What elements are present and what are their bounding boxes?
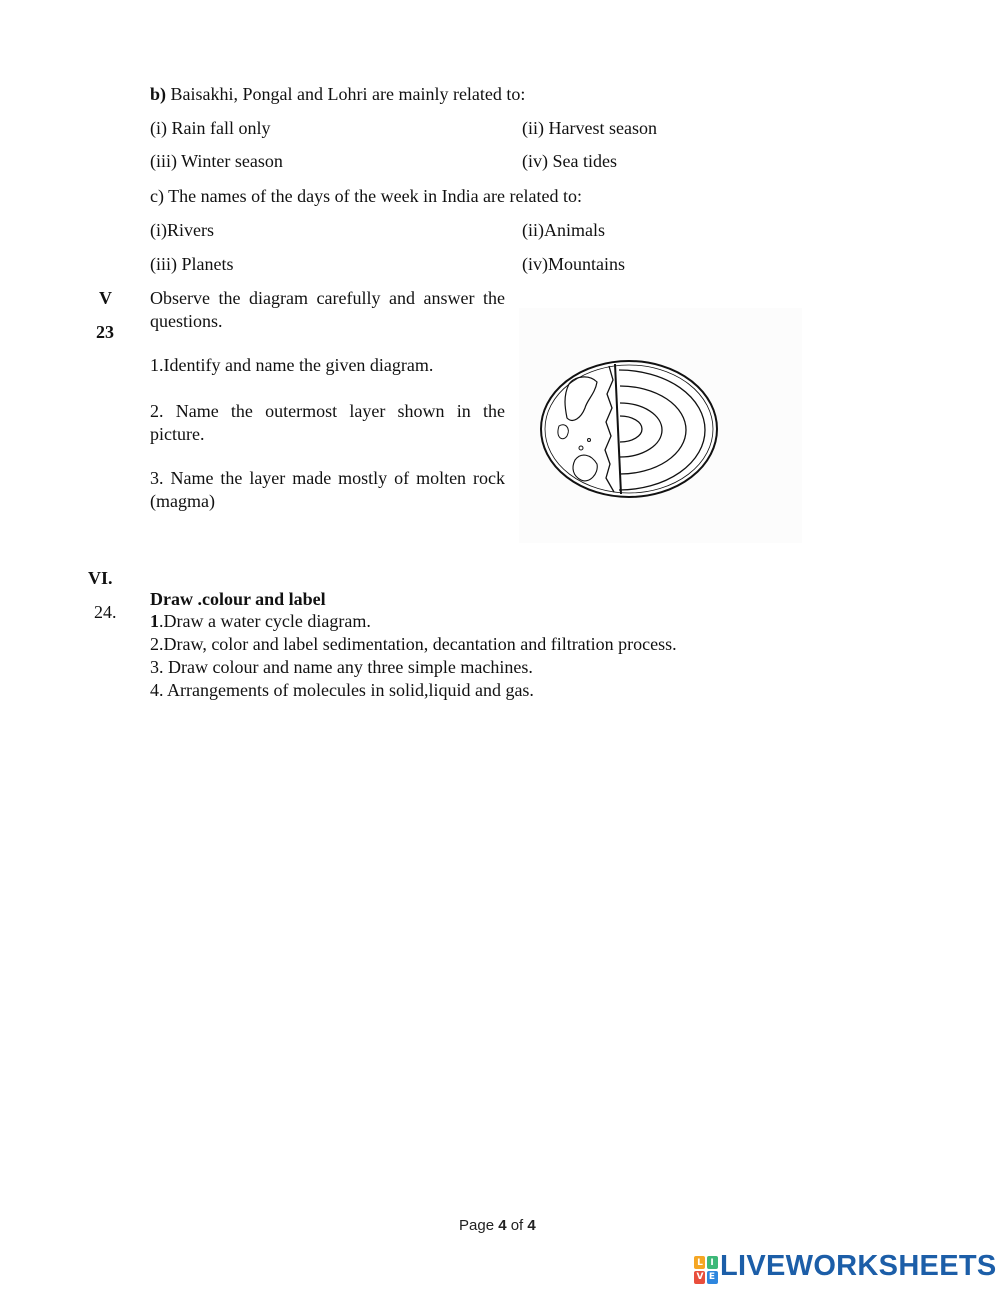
question-24-item-2: 2.Draw, color and label sedimentation, decantation and filtration process.	[150, 634, 677, 654]
brand-name[interactable]: LIVEWORKSHEETS	[720, 1250, 997, 1282]
logo-letter-l: L	[697, 1258, 703, 1268]
option-b-ii: (ii) Harvest season	[522, 118, 657, 138]
question-24-item-1-number: 1	[150, 611, 159, 631]
question-b-text: Baisakhi, Pongal and Lohri are mainly related to:	[166, 84, 526, 104]
page-prefix: Page	[459, 1217, 499, 1234]
logo-letter-i: I	[710, 1258, 714, 1268]
earth-layers-diagram	[519, 308, 802, 543]
page-total: 4	[527, 1217, 536, 1234]
question-24-heading: Draw .colour and label	[150, 589, 326, 609]
earth-outline	[541, 361, 717, 497]
question-c-text: c) The names of the days of the week in India are related to:	[150, 186, 582, 206]
question-23-item-1: 1.Identify and name the given diagram.	[150, 355, 434, 375]
page-middle: of	[506, 1217, 528, 1234]
option-b-iv: (iv) Sea tides	[522, 151, 617, 171]
question-24-item-4: 4. Arrangements of molecules in solid,liquid and gas.	[150, 680, 534, 700]
question-23-item-3: 3. Name the layer made mostly of molten rock (magma)	[150, 468, 505, 511]
question-23-number: 23	[96, 322, 114, 342]
question-23-item-2: 2. Name the outermost layer shown in the picture.	[150, 401, 505, 444]
option-b-i: (i) Rain fall only	[150, 118, 271, 138]
liveworksheets-logo[interactable]	[694, 1256, 718, 1284]
option-b-iii: (iii) Winter season	[150, 151, 283, 171]
earth-layers-icon	[519, 308, 802, 543]
option-c-ii: (ii)Animals	[522, 220, 605, 240]
logo-letters	[694, 1256, 718, 1284]
question-b	[150, 84, 525, 105]
question-24-number: 24.	[94, 602, 117, 622]
question-23-intro: Observe the diagram carefully and answer the questions.	[150, 288, 505, 331]
logo-letter-e: E	[708, 1272, 716, 1282]
section-vi-label: VI.	[88, 568, 113, 588]
option-c-iii: (iii) Planets	[150, 254, 234, 274]
option-c-iv: (iv)Mountains	[522, 254, 625, 274]
page-number	[459, 1217, 536, 1234]
question-24-item-1	[150, 611, 371, 632]
logo-letter-v: V	[696, 1272, 704, 1282]
question-24-item-3: 3. Draw colour and name any three simple machines.	[150, 657, 533, 677]
section-v-label: V	[99, 288, 112, 308]
option-c-i: (i)Rivers	[150, 220, 214, 240]
question-24-item-1-text: .Draw a water cycle diagram.	[159, 611, 371, 631]
question-b-letter: b)	[150, 84, 167, 104]
page-current: 4	[498, 1217, 507, 1234]
